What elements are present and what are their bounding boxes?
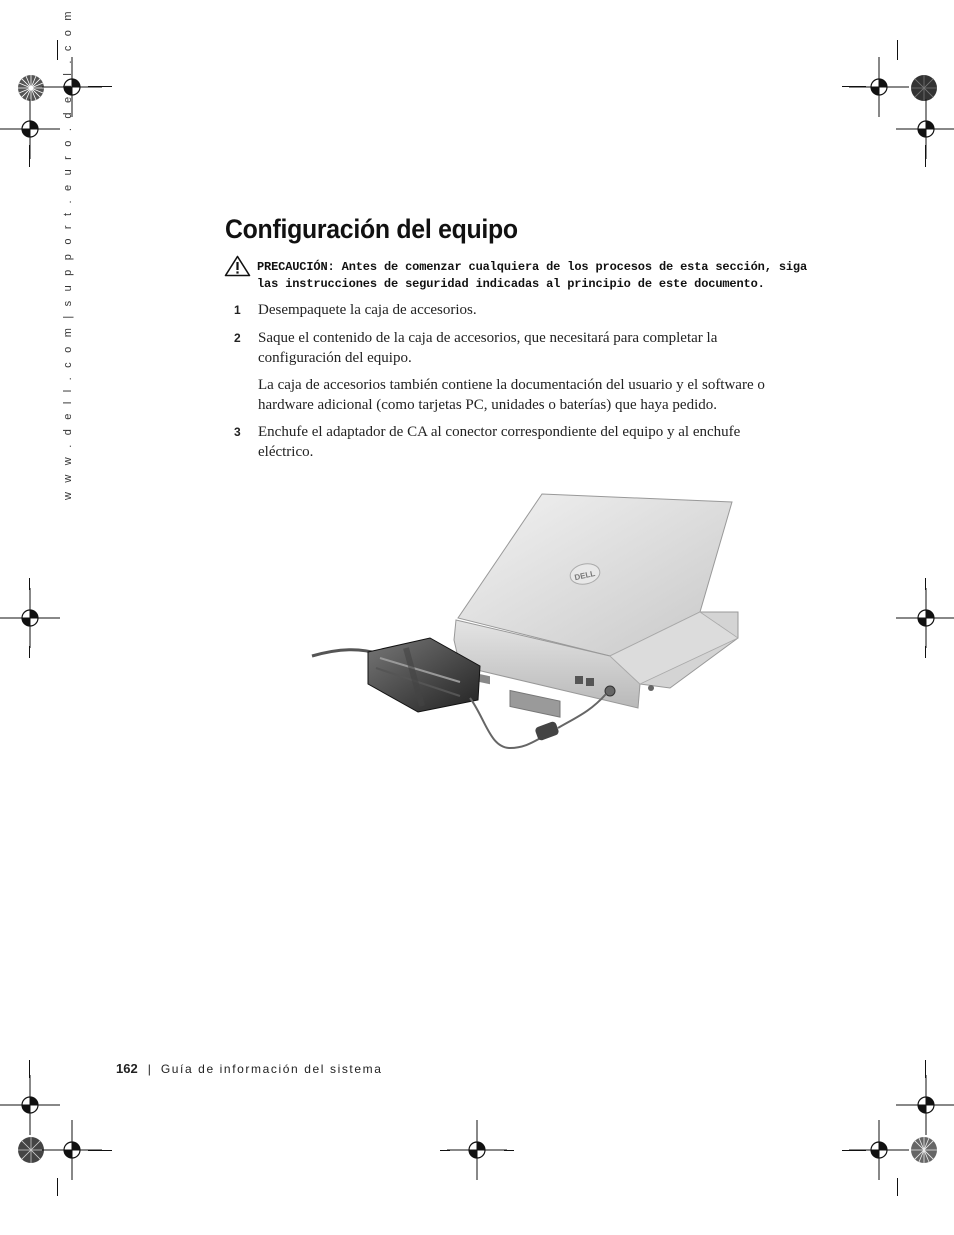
crop-line [925,1060,926,1078]
registration-target-icon [0,99,60,159]
page-title: Configuración del equipo [225,214,518,244]
step-number: 3 [234,425,241,439]
step-number: 1 [234,303,241,317]
crop-line [88,1150,112,1151]
document-title: Guía de información del sistema [160,1062,383,1076]
step-note: La caja de accesorios también contiene la documentación del usuario y el software o hardware adicional (como tarjetas PC, unidades o baterías) que haya pedido. [258,377,765,413]
crop-line [925,578,926,590]
page-number: 162 [116,1061,138,1076]
caution-label: PRECAUCIÓN: [257,260,335,274]
crop-line [57,1178,58,1196]
crop-line [57,40,58,60]
crop-line [842,86,866,87]
step-text: Saque el contenido de la caja de accesorios, que necesitará para completar la configuración del equipo. [258,330,718,366]
crop-line [925,646,926,658]
crop-line [925,145,926,167]
crop-line [504,1150,514,1151]
crop-line [897,40,898,60]
side-url: w w w . d e l l . c o m | s u p p o r t . e u r o . d e l l . c o m [62,8,74,500]
page-footer [116,1061,383,1076]
crop-line [897,1178,898,1196]
crop-line [842,1150,866,1151]
color-burst-mark-icon [17,74,45,102]
laptop-adapter-illustration [310,488,750,768]
warning-triangle-icon [224,255,251,277]
step-number: 2 [234,331,241,345]
caution-text [257,259,817,293]
color-burst-mark-icon [910,1136,938,1164]
crop-line [29,578,30,590]
color-burst-mark-icon [910,74,938,102]
caution-body: Antes de comenzar cualquiera de los procesos de esta sección, siga las instrucciones de seguridad indicadas al principio de este documento. [257,260,808,291]
step-text: Desempaquete la caja de accesorios. [258,302,477,318]
color-burst-mark-icon [17,1136,45,1164]
registration-target-icon [447,1120,507,1180]
crop-line [29,646,30,658]
crop-line [29,145,30,167]
registration-target-icon [896,588,954,648]
registration-target-icon [0,588,60,648]
dell-logo: DELL [573,569,596,583]
crop-line [440,1150,450,1151]
footer-separator: | [147,1062,151,1076]
crop-line [88,86,112,87]
crop-line [29,1060,30,1078]
step-text: Enchufe el adaptador de CA al conector correspondiente del equipo y al enchufe eléctrico. [258,424,741,460]
